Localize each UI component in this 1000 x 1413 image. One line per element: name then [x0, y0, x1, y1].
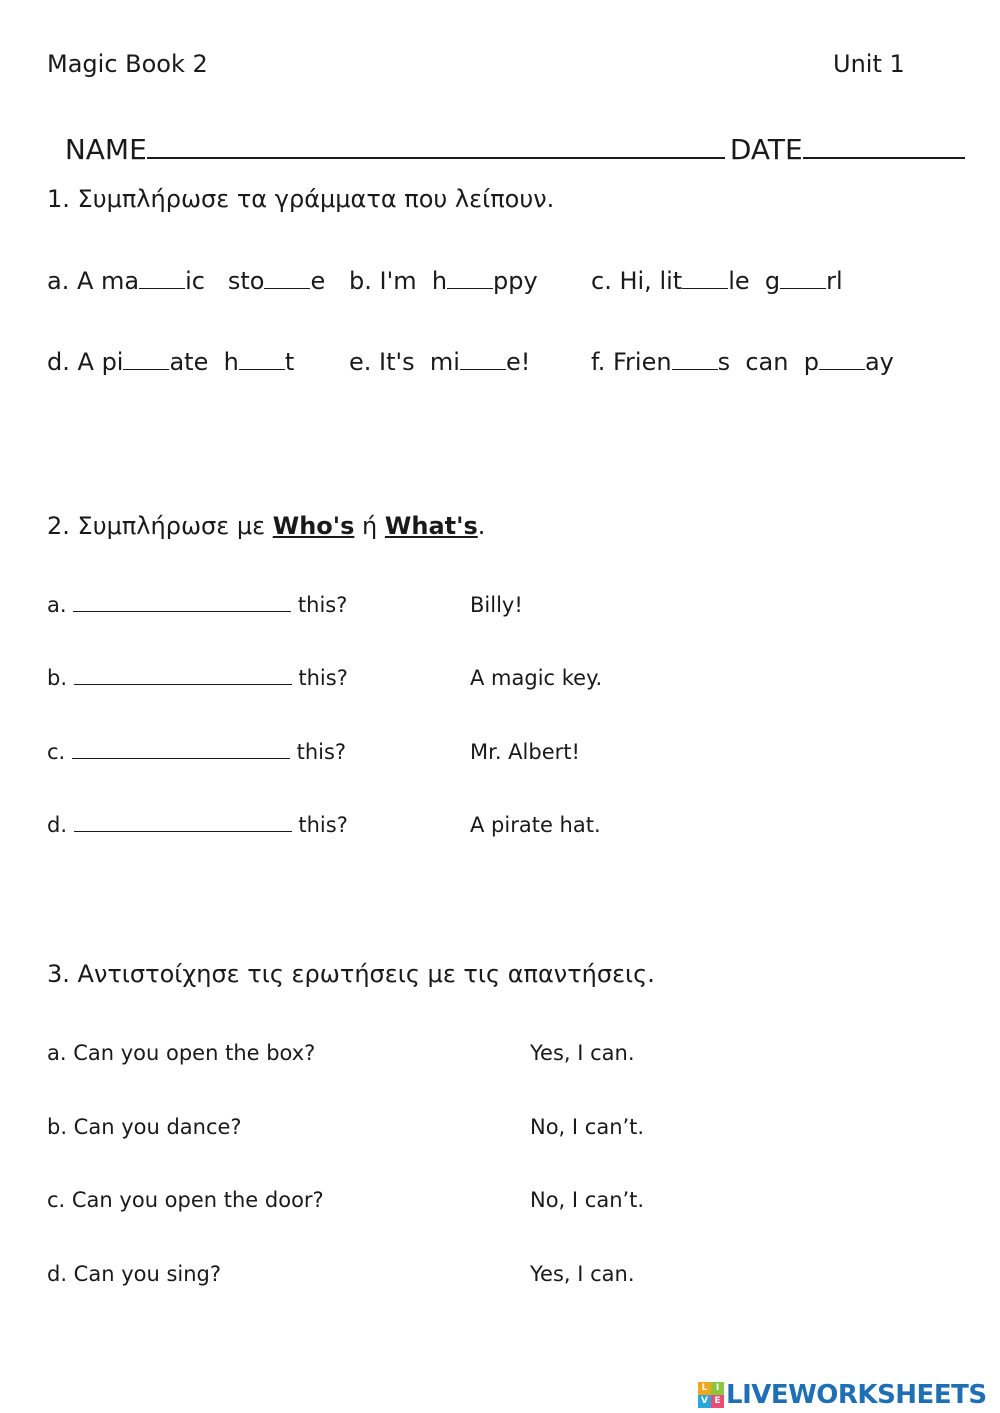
- answer-blank[interactable]: [74, 814, 292, 832]
- letter-blank[interactable]: [682, 270, 728, 289]
- letter-blank[interactable]: [139, 270, 185, 289]
- title-text: .: [477, 512, 486, 540]
- keyword-whats: What's: [384, 512, 478, 540]
- ex1-item-f: [591, 348, 894, 376]
- word-part: t: [284, 348, 295, 376]
- date-field[interactable]: [803, 127, 965, 159]
- liveworksheets-logo: [698, 1378, 987, 1412]
- word-part: rl: [826, 267, 843, 295]
- this-text: this?: [298, 666, 348, 690]
- word-part: ppy: [493, 267, 538, 295]
- letter-blank[interactable]: [780, 270, 826, 289]
- answer-blank[interactable]: [74, 667, 292, 685]
- word-part: e: [310, 267, 326, 295]
- item-label: a.: [47, 267, 70, 295]
- logo-letter: L: [698, 1382, 711, 1395]
- answer-blank[interactable]: [72, 741, 290, 759]
- ex3-answer-3[interactable]: No, I can’t.: [530, 1188, 645, 1212]
- item-label: b.: [349, 267, 372, 295]
- ex3-answer-1[interactable]: Yes, I can.: [530, 1041, 635, 1065]
- ex3-answer-4[interactable]: Yes, I can.: [530, 1262, 635, 1286]
- row-label: b.: [47, 666, 68, 690]
- ex2-answer-a: Billy!: [470, 593, 523, 617]
- letter-blank[interactable]: [460, 351, 506, 370]
- letter-blank[interactable]: [264, 270, 310, 289]
- item-label: e.: [349, 348, 372, 376]
- item-label: d.: [47, 348, 70, 376]
- ex3-question-a[interactable]: a. Can you open the box?: [47, 1041, 316, 1065]
- ex1-title: 1. Συμπλήρωσε τα γράμματα που λείπουν.: [47, 185, 555, 213]
- word-part: A pi: [77, 348, 124, 376]
- ex2-title: [47, 512, 485, 540]
- ex1-item-b: [349, 267, 538, 295]
- ex2-answer-c: Mr. Albert!: [470, 740, 580, 764]
- ex3-title: 3. Αντιστοίχησε τις ερωτήσεις με τις απαντήσεις.: [47, 960, 655, 988]
- word-part: ate h: [169, 348, 239, 376]
- ex2-answer-d: A pirate hat.: [470, 813, 601, 837]
- name-label: NAME: [64, 133, 147, 166]
- row-label: d.: [47, 813, 68, 837]
- word-part: A ma: [76, 267, 140, 295]
- item-label: f.: [591, 348, 606, 376]
- this-text: this?: [296, 740, 347, 764]
- row-label: a.: [47, 593, 67, 617]
- ex1-item-c: [591, 267, 843, 295]
- item-label: c.: [591, 267, 612, 295]
- ex3-question-c[interactable]: c. Can you open the door?: [47, 1188, 324, 1212]
- word-part: Hi, lit: [619, 267, 683, 295]
- ex3-question-d[interactable]: d. Can you sing?: [47, 1262, 222, 1286]
- ex2-row-a: [47, 593, 347, 617]
- word-part: I'm h: [379, 267, 448, 295]
- word-part: ic sto: [185, 267, 265, 295]
- ex1-item-d: [47, 348, 294, 376]
- logo-letter: V: [698, 1395, 711, 1408]
- name-field[interactable]: [147, 127, 725, 159]
- word-part: Frien: [612, 348, 672, 376]
- letter-blank[interactable]: [123, 351, 169, 370]
- this-text: this?: [297, 593, 348, 617]
- book-title: Magic Book 2: [47, 50, 208, 78]
- title-text: 2. Συμπλήρωσε με: [47, 512, 273, 540]
- ex3-answer-2[interactable]: No, I can’t.: [530, 1115, 645, 1139]
- logo-letter: I: [711, 1382, 724, 1395]
- word-part: le g: [728, 267, 781, 295]
- ex3-question-b[interactable]: b. Can you dance?: [47, 1115, 242, 1139]
- ex2-answer-b: A magic key.: [470, 666, 603, 690]
- logo-letter: E: [711, 1395, 724, 1408]
- ex2-row-b: [47, 666, 348, 690]
- logo-text: LIVEWORKSHEETS: [726, 1380, 987, 1410]
- date-label: DATE: [729, 133, 803, 166]
- letter-blank[interactable]: [819, 351, 865, 370]
- letter-blank[interactable]: [672, 351, 718, 370]
- date-row: [712, 94, 965, 166]
- ex2-row-c: [47, 740, 346, 764]
- answer-blank[interactable]: [73, 594, 291, 612]
- liveworksheets-logo-icon: [698, 1382, 724, 1408]
- ex1-item-e: [349, 348, 530, 376]
- unit-label: Unit 1: [833, 50, 905, 78]
- keyword-whos: Who's: [272, 512, 355, 540]
- row-label: c.: [47, 740, 66, 764]
- word-part: ay: [864, 348, 894, 376]
- letter-blank[interactable]: [447, 270, 493, 289]
- word-part: s can p: [717, 348, 819, 376]
- title-text: ή: [354, 512, 385, 540]
- letter-blank[interactable]: [239, 351, 285, 370]
- word-part: It's mi: [379, 348, 460, 376]
- word-part: e!: [505, 348, 531, 376]
- ex1-item-a: [47, 267, 325, 295]
- name-row: [47, 94, 725, 166]
- ex2-row-d: [47, 813, 348, 837]
- this-text: this?: [298, 813, 348, 837]
